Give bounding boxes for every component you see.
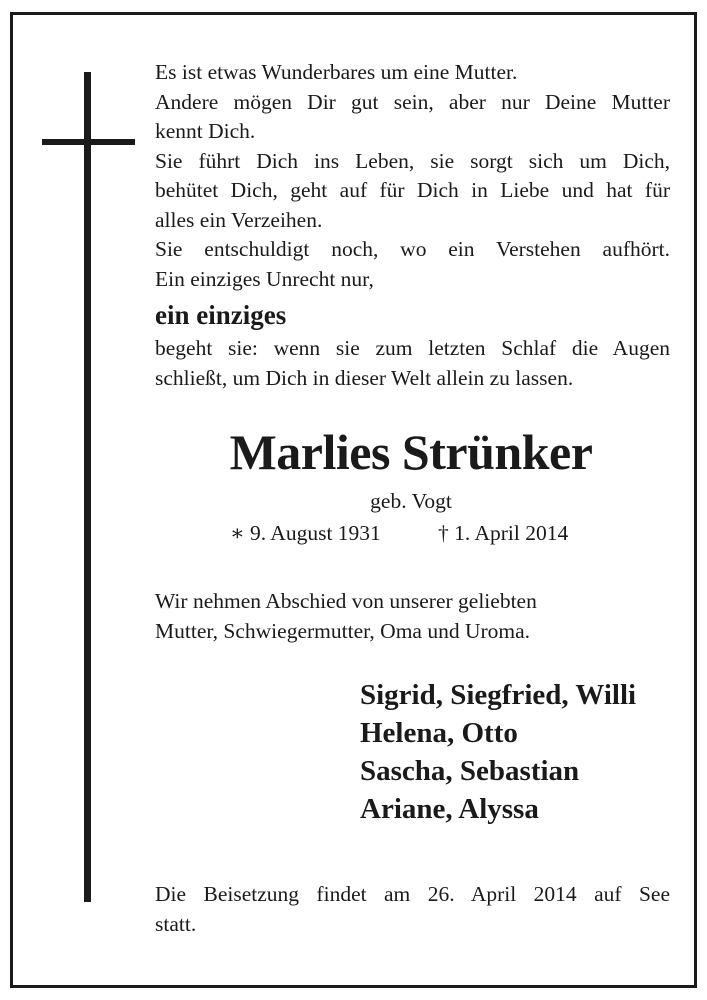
- funeral-notice: [155, 879, 670, 939]
- poem-line: schließt, um Dich in dieser Welt allein zu lassen.: [155, 365, 574, 390]
- poem-emphasis: ein einziges: [155, 300, 287, 330]
- farewell-text: [155, 586, 537, 646]
- maiden-name: geb. Vogt: [370, 489, 452, 513]
- poem: [155, 58, 670, 393]
- funeral-line: Die Beisetzung findet am 26. April 2014 auf See: [155, 882, 670, 906]
- mourners-list: [360, 676, 636, 828]
- poem-line: Ein einziges Unrecht nur,: [155, 266, 374, 291]
- mourner-line: Sigrid, Siegfried, Willi: [360, 679, 637, 711]
- cross-icon-beam: [42, 139, 135, 145]
- birth-date: ∗ 9. August 1931: [230, 521, 381, 545]
- mourner-line: Ariane, Alyssa: [360, 793, 539, 825]
- farewell-line: Mutter, Schwiegermutter, Oma und Uroma.: [155, 619, 531, 643]
- mourner-line: Sascha, Sebastian: [360, 755, 580, 787]
- death-date: † 1. April 2014: [438, 521, 569, 545]
- poem-line: Sie entschuldigt noch, wo ein Verstehen aufhört.: [155, 237, 670, 261]
- deceased-name: Marlies Strünker: [229, 424, 593, 480]
- poem-line: Andere mögen Dir gut sein, aber nur Deine Mutter: [155, 89, 670, 114]
- poem-line: Sie führt Dich ins Leben, sie sorgt sich um Dich,: [155, 148, 670, 173]
- farewell-line: Wir nehmen Abschied von unserer geliebten: [155, 589, 537, 613]
- funeral-line: statt.: [155, 912, 197, 936]
- mourner-line: Helena, Otto: [360, 717, 518, 749]
- poem-line: alles ein Verzeihen.: [155, 207, 323, 232]
- poem-line: behütet Dich, geht auf für Dich in Liebe und hat für: [155, 178, 670, 202]
- poem-line: begeht sie: wenn sie zum letzten Schlaf die Augen: [155, 336, 670, 360]
- poem-line: Es ist etwas Wunderbares um eine Mutter.: [155, 60, 518, 84]
- poem-line: kennt Dich.: [155, 119, 256, 143]
